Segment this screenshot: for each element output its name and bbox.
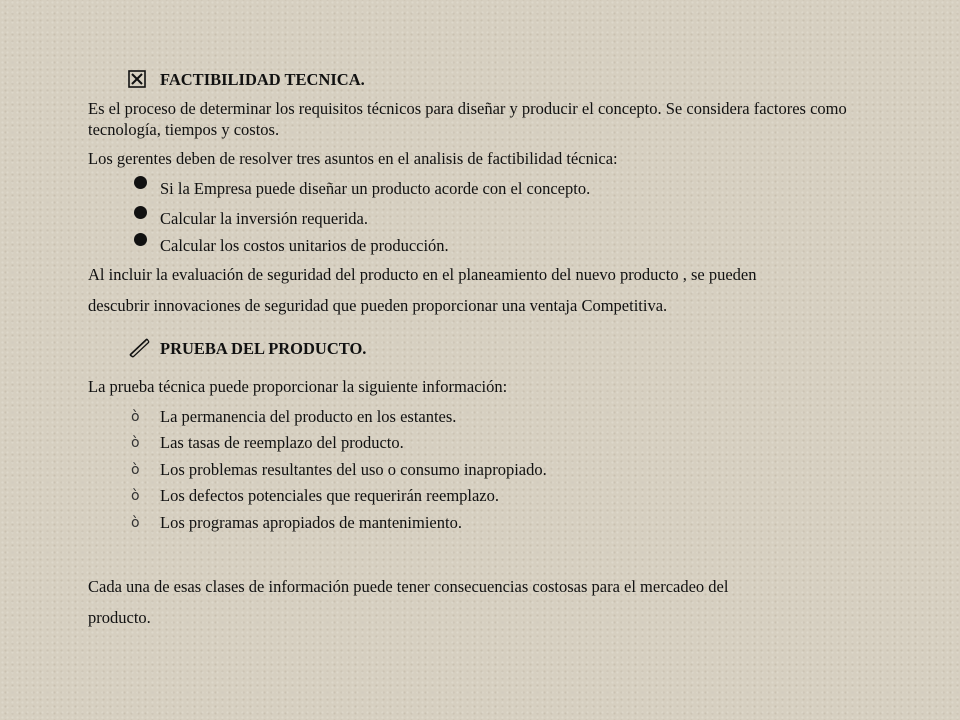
- section1-intro: Los gerentes deben de resolver tres asuntos en el analisis de factibilidad técnica:: [88, 149, 618, 168]
- section2-heading: PRUEBA DEL PRODUCTO.: [160, 339, 367, 358]
- section2-bullet: La permanencia del producto en los estantes.: [160, 407, 457, 426]
- arrow-down-icon: ò: [131, 488, 140, 504]
- section1-closing-line1: Al incluir la evaluación de seguridad del producto en el planeamiento del nuevo producto , se pueden: [88, 265, 757, 284]
- pencil-icon: [127, 336, 151, 358]
- arrow-down-icon: ò: [131, 462, 140, 478]
- checkbox-x-icon: [128, 70, 146, 88]
- section1-bullet: Calcular los costos unitarios de producción.: [160, 236, 449, 255]
- black-dot-icon: [134, 233, 147, 246]
- section2-intro: La prueba técnica puede proporcionar la siguiente información:: [88, 377, 508, 396]
- black-dot-icon: [134, 206, 147, 219]
- section2-bullet: Las tasas de reemplazo del producto.: [160, 433, 404, 452]
- arrow-down-icon: ò: [131, 409, 140, 425]
- section2-bullet: Los programas apropiados de mantenimiento.: [160, 513, 462, 532]
- arrow-down-icon: ò: [131, 435, 140, 451]
- section2-bullet: Los problemas resultantes del uso o consumo inapropiado.: [160, 460, 547, 479]
- section2-bullet: Los defectos potenciales que requerirán reemplazo.: [160, 486, 500, 505]
- arrow-down-icon: ò: [131, 515, 140, 531]
- section2-closing-line2: producto.: [88, 608, 151, 627]
- section2-closing-line1: Cada una de esas clases de información puede tener consecuencias costosas para el mercadeo del: [88, 577, 729, 596]
- section1-closing-line2: descubrir innovaciones de seguridad que pueden proporcionar una ventaja Competitiva.: [88, 296, 668, 315]
- section1-heading: FACTIBILIDAD TECNICA.: [160, 70, 365, 89]
- section1-definition: Es el proceso de determinar los requisitos técnicos para diseñar y producir el concepto. Se considera factores como tecnología, tiempos y costos.: [88, 99, 847, 139]
- section1-bullet: Calcular la inversión requerida.: [160, 209, 368, 228]
- black-dot-icon: [134, 176, 147, 189]
- section1-bullet: Si la Empresa puede diseñar un producto acorde con el concepto.: [160, 179, 591, 198]
